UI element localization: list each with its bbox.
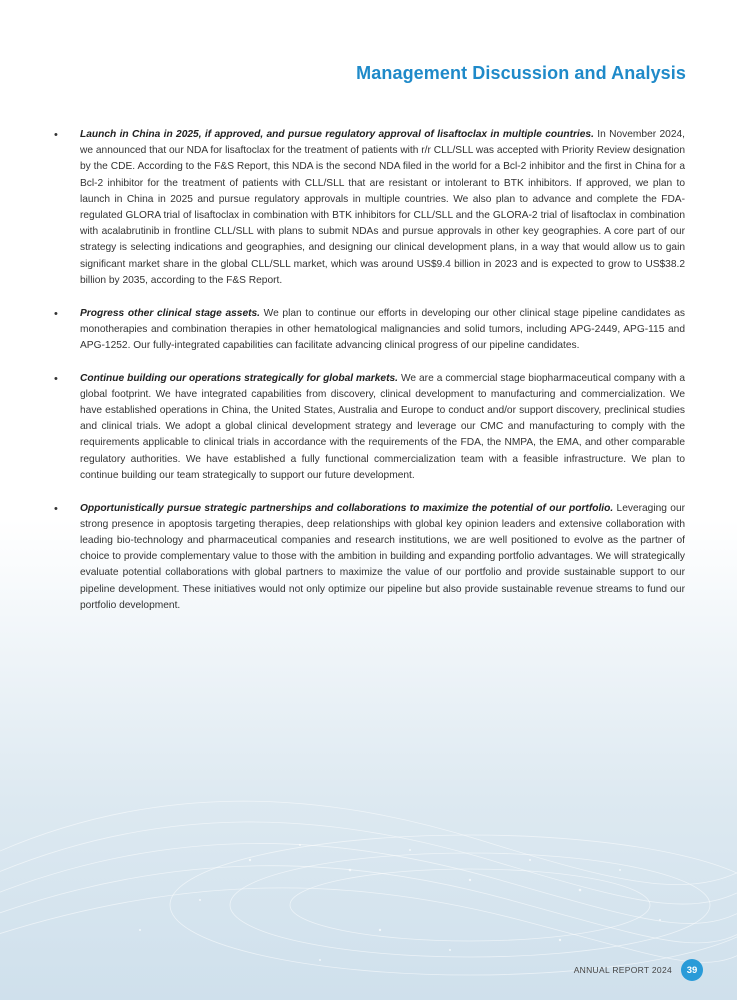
paragraph: [80, 371, 685, 484]
bullet-icon: •: [54, 129, 58, 141]
bullet-icon: •: [54, 502, 58, 515]
bullet-lead: Progress other clinical stage assets.: [80, 307, 260, 319]
bullet-icon: •: [54, 307, 58, 320]
bullet-text: We plan to continue our efforts in developing our other clinical stage pipeline candidates as monotherapies and combination therapies in other hematological malignancies and solid tumors, including APG-2449, APG-115 and APG-1252. Our fully-integrated capabilities can facilitate advancing clinical progress of our pipeline candidates.: [80, 307, 685, 351]
list-item: [54, 306, 685, 355]
report-label: ANNUAL REPORT 2024: [573, 965, 672, 975]
page-title: Management Discussion and Analysis: [356, 63, 686, 83]
list-item: [54, 127, 685, 289]
paragraph: [80, 501, 685, 614]
bullet-lead: Opportunistically pursue strategic partnerships and collaborations to maximize the potential of our portfolio.: [80, 502, 614, 514]
bullet-lead: Launch in China in 2025, if approved, and pursue regulatory approval of lisaftoclax in multiple countries.: [80, 129, 594, 140]
bullet-list: [54, 127, 685, 630]
page-number-badge: 39: [681, 959, 703, 981]
list-item: [54, 501, 685, 614]
bullet-icon: •: [54, 372, 58, 385]
bullet-lead: Continue building our operations strategically for global markets.: [80, 372, 398, 384]
paragraph: [80, 127, 685, 289]
paragraph: [80, 306, 685, 355]
bullet-text: We are a commercial stage biopharmaceutical company with a global footprint. We have integrated capabilities from discovery, clinical development to manufacturing and commercialization. We have established operations in China, the United States, Australia and Europe to conduct and/or support discovery, preclinical studies and clinical trials. We adopt a global clinical development strategy and leverage our CMC and manufacturing to comply with the requirements applicable to clinical trials in accordance with the requirements of the FDA, the NMPA, the EMA, and other comparable regulatory authorities. We have established a fully functional commercialization team with a feasible infrastructure. We plan to continue building our team strategically to support our future development.: [80, 372, 685, 481]
bullet-text: Leveraging our strong presence in apoptosis targeting therapies, deep relationships with global key opinion leaders and extensive collaboration with leading bio-technology and pharmaceutical companies and research institutions, we are well positioned to evolve as the partner of choice to provide complementary value to those with the ambition in building and expanding portfolio advantages. We will strategically evaluate potential collaborations with global partners to maximize the value of our portfolio and provide sustainable support to our pipeline development. These initiatives would not only optimize our pipeline but also provide sustainable revenue streams to fund our portfolio development.: [80, 502, 686, 611]
list-item: [54, 371, 685, 484]
page-footer: [574, 959, 703, 981]
bullet-text: In November 2024, we announced that our NDA for lisaftoclax for the treatment of patients with r/r CLL/SLL was accepted with Priority Review designation by the CDE. According to the F&S Report, this NDA is the second NDA filed in the world for a Bcl-2 inhibitor and the first in China for a Bcl-2 inhibitor for the treatment of patients with CLL/SLL that are resistant or intolerant to BTK inhibitors. If approved, we plan to launch in China in 2025 and pursue regulatory approvals in multiple countries. We also plan to advance and complete the FDA-regulated GLORA trial of lisaftoclax in combination with BTK inhibitors for CLL/SLL and the GLORA-2 trial of lisaftoclax in combination with acalabrutinib in frontline CLL/SLL with plans to submit NDAs and pursue approvals in other key geographies. A core part of our strategy is selecting indications and geographies, and designing our clinical development plans, in a way that would allow us to gain significant market share in the global CLL/SLL market, which was around US$9.4 billion in 2023 and is expected to grow to US$38.2 billion by 2035, according to the F&S Report.: [80, 129, 685, 286]
